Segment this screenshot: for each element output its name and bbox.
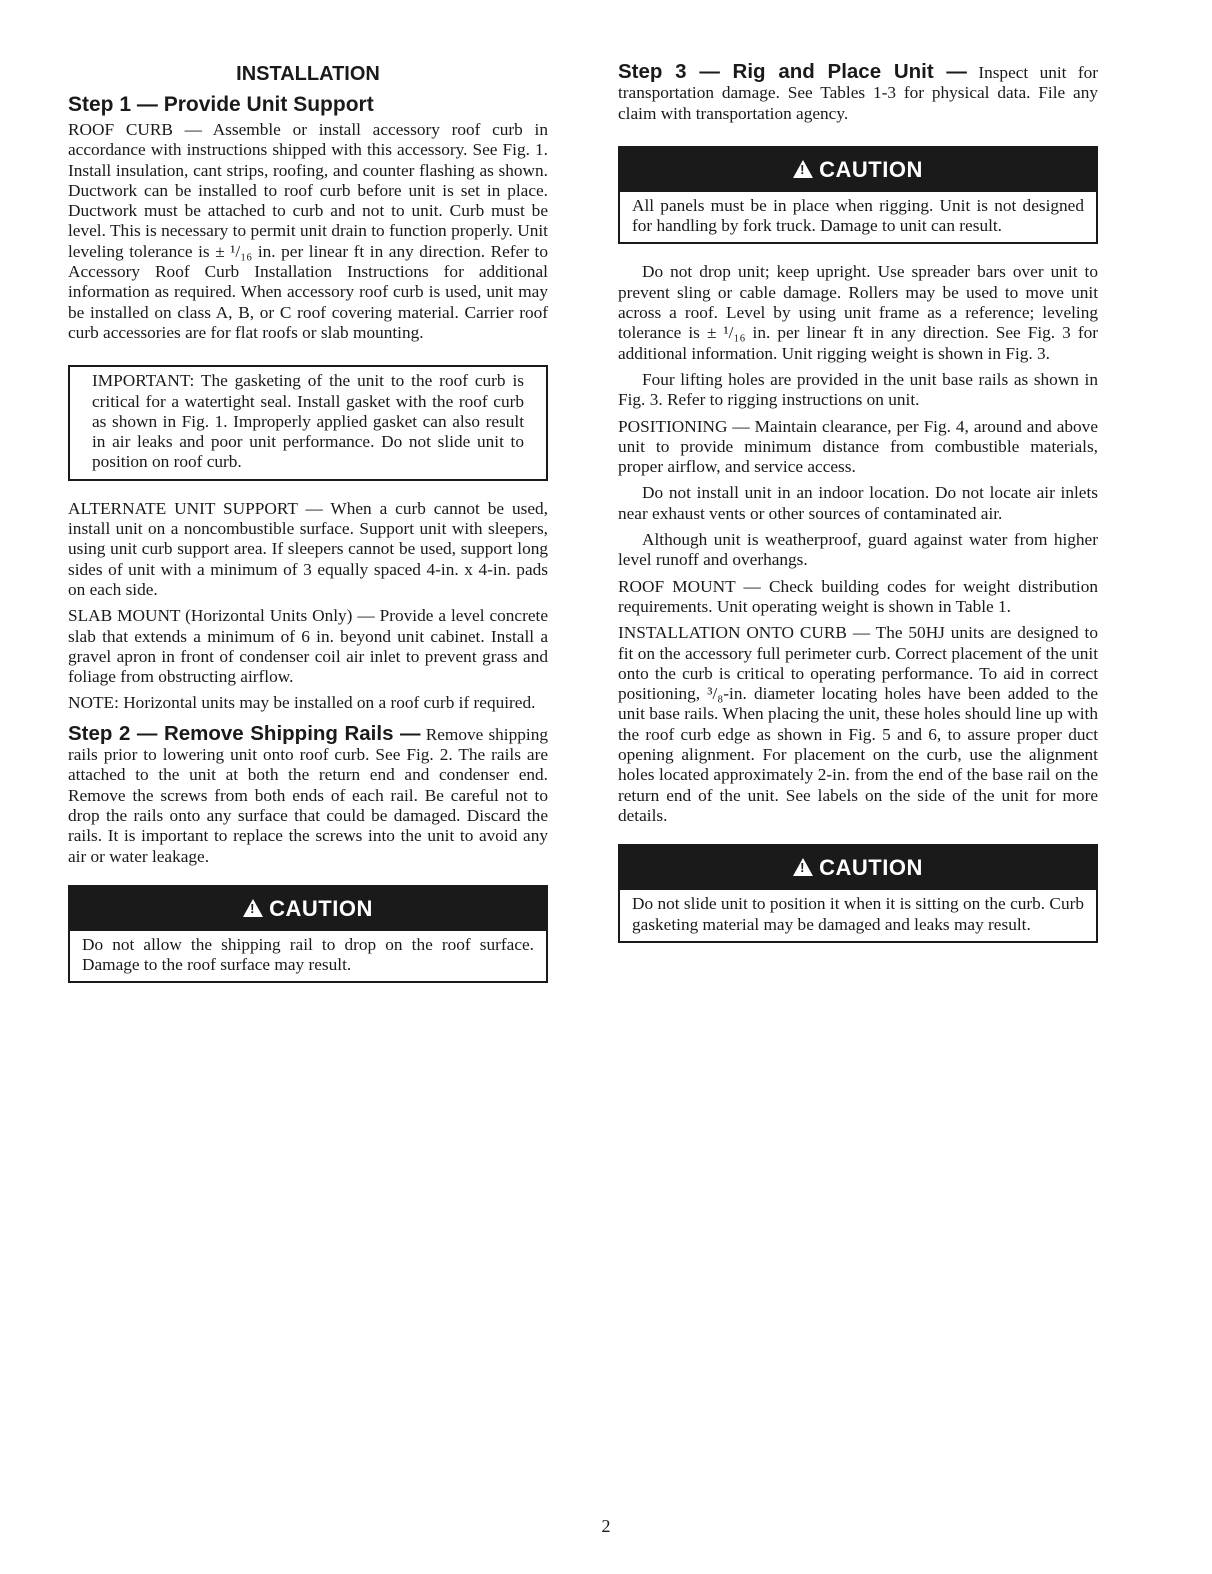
alternate-support-paragraph: ALTERNATE UNIT SUPPORT — When a curb cannot be used, install unit on a noncombustible surface. Support unit with sleepers, using unit curb support area. If sleepers cannot be used, support long sides of unit with a minimum of 3 equally spaced 4-in. x 4-in. pads on each side. [68, 498, 548, 599]
caution-header [620, 148, 1096, 192]
right-column [618, 60, 1098, 961]
caution-box-shipping-rail [68, 885, 548, 984]
caution-text: All panels must be in place when rigging. Unit is not designed for handling by fork truck. Damage to unit can result. [632, 195, 1084, 236]
page-number: 2 [601, 1516, 611, 1536]
caution-header [70, 887, 546, 931]
installation-onto-curb-paragraph: INSTALLATION ONTO CURB — The 50HJ units are designed to fit on the accessory full perimeter curb. Correct placement of the unit onto the curb is critical to operating performance. To aid in correct positioning, ³/₈-in. diameter locating holes have been added to the unit base rails. When placing the unit, these holes should line up with the roof curb edge as shown in Fig. 5 and 6, to assure proper duct opening alignment. For placement on the curb, use the alignment holes located approximately 2-in. from the end of the base rail on the return end of the unit. See labels on the side of the unit for more details. [618, 623, 1098, 825]
note-paragraph: NOTE: Horizontal units may be installed on a roof curb if required. [68, 693, 536, 713]
section-heading: INSTALLATION [236, 63, 380, 85]
warning-triangle-icon [243, 899, 263, 917]
caution-text: Do not allow the shipping rail to drop on the roof surface. Damage to the roof surface may result. [82, 934, 534, 975]
indoor-paragraph: Do not install unit in an indoor location. Do not locate air inlets near exhaust vents or other sources of contaminated air. [618, 483, 1098, 523]
step2-paragraph [68, 721, 548, 867]
caution-label: CAUTION [269, 895, 373, 921]
caution-header [620, 846, 1096, 890]
warning-triangle-icon [793, 858, 813, 876]
step2-heading: Step 2 — Remove Shipping Rails — [68, 721, 421, 745]
caution-box-rigging [618, 146, 1098, 245]
rigging-paragraph: Do not drop unit; keep upright. Use spreader bars over unit to prevent sling or cable damage. Rollers may be used to move unit across a roof. Level by using unit frame as a reference; leveling tolerance is ± ¹/₁₆ in. per linear ft in any direction. See Fig. 3 for additional information. Unit rigging weight is shown in Fig. 3. [618, 262, 1098, 363]
important-box [68, 365, 548, 480]
caution-label: CAUTION [819, 855, 923, 881]
caution-text: Do not slide unit to position it when it is sitting on the curb. Curb gasketing material may be damaged and leaks may result. [632, 894, 1084, 934]
warning-triangle-icon [793, 160, 813, 178]
roof-mount-paragraph: ROOF MOUNT — Check building codes for weight distribution requirements. Unit operating weight is shown in Table 1. [618, 576, 1098, 616]
step3-text: Inspect unit for transportation damage. See Tables 1-3 for physical data. File any claim with transportation agency. [618, 63, 1098, 123]
left-column [68, 60, 548, 1001]
roof-curb-paragraph: ROOF CURB — Assemble or install accessory roof curb in accordance with instructions shipped with this accessory. See Fig. 1. Install insulation, cant strips, roofing, and counter flashing as shown. Ductwork can be installed to roof curb before unit is set in place. Ductwork must be attached to curb and not to unit. Curb must be level. This is necessary to permit unit drain to function properly. Unit leveling tolerance is ± ¹/₁₆ in. per linear ft in any direction. Refer to Accessory Roof Curb Installation Instructions for additional information as required. When accessory roof curb is used, unit may be installed on class A, B, or C roof covering material. Carrier roof curb accessories are for flat roofs or slab mounting. [68, 120, 548, 342]
positioning-paragraph: POSITIONING — Maintain clearance, per Fig. 4, around and above unit to provide minimum distance from combustible materials, proper airflow, and service access. [618, 416, 1098, 477]
weatherproof-paragraph: Although unit is weatherproof, guard against water from higher level runoff and overhangs. [618, 530, 1098, 570]
step3-paragraph [618, 62, 1098, 124]
caution-box-curb [618, 844, 1098, 943]
important-text: IMPORTANT: The gasketing of the unit to the roof curb is critical for a watertight seal. Install gasket with the roof curb as shown in Fig. 1. Improperly applied gasket can also result in air leaks and poor unit performance. Do not slide unit to position on roof curb. [92, 371, 524, 472]
caution-label: CAUTION [819, 156, 923, 182]
step3-heading: Step 3 — Rig and Place Unit — [618, 60, 967, 83]
step1-heading: Step 1 — Provide Unit Support [68, 93, 374, 116]
lifting-holes-paragraph: Four lifting holes are provided in the unit base rails as shown in Fig. 3. Refer to rigging instructions on unit. [618, 369, 1098, 410]
slab-mount-paragraph: SLAB MOUNT (Horizontal Units Only) — Provide a level concrete slab that extends a minimum of 6 in. beyond unit cabinet. Install a gravel apron in front of condenser coil air inlet to prevent grass and foliage from obstructing airflow. [68, 606, 548, 687]
step2-text: Remove shipping rails prior to lowering unit onto roof curb. See Fig. 2. The rails are attached to the unit at both the return end and condenser end. Remove the screws from both ends of each rail. Be careful not to drop the rails onto any surface that could be damaged. Discard the rails. It is important to replace the screws into the unit to avoid any air or water leakage. [68, 724, 548, 866]
